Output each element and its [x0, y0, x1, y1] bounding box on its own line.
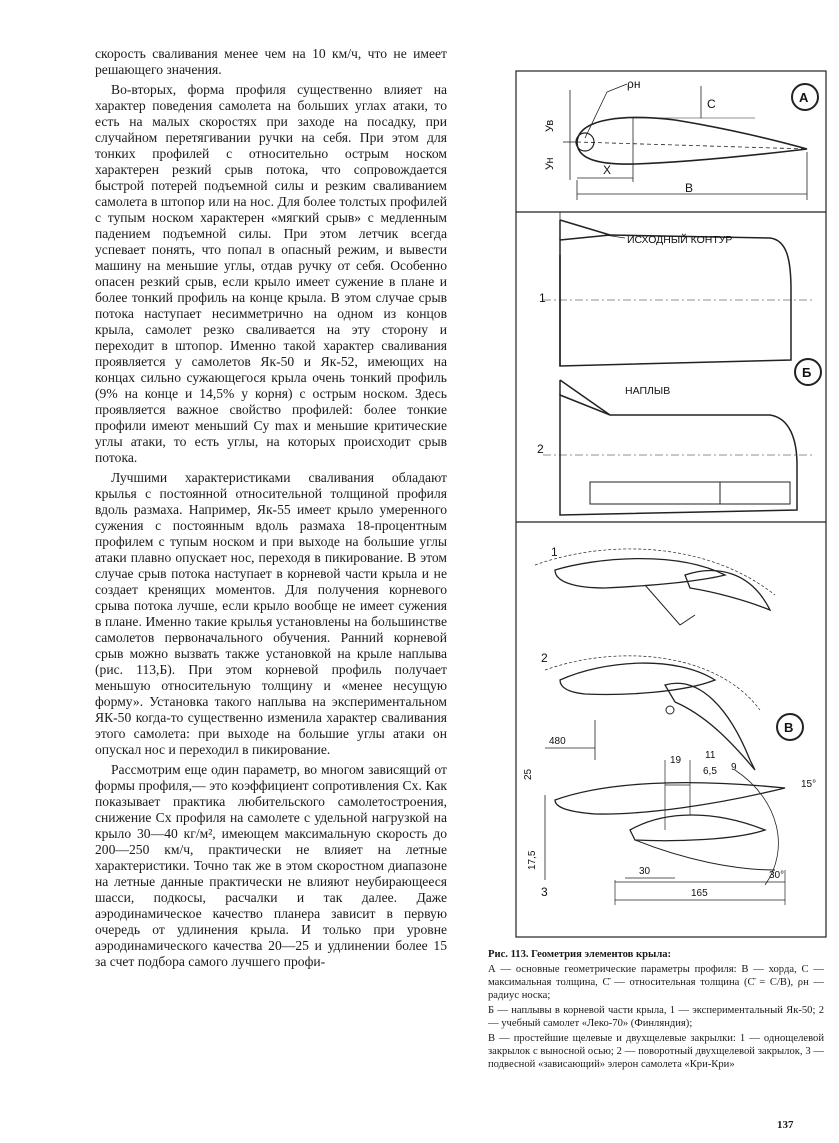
dim-30: 30	[639, 866, 651, 877]
caption-line-v: В — простейшие щелевые и двухщелевые закрылки: 1 — однощелевой закрылок с выносной осью; 2 — поворотный двухщелевой закрылок, 3 — подвесной «зависающий» элерон самолета «Кри-Кри»	[488, 1033, 824, 1070]
aileron-3-number: 3	[541, 885, 548, 899]
wing-2-aileron	[590, 482, 720, 504]
aileron-3-wing-section	[555, 783, 785, 814]
naplyv-label: НАПЛЫВ	[625, 385, 671, 397]
panel-a-label: А	[799, 90, 809, 105]
rho-label: ρн	[627, 77, 641, 91]
yv-label: Ув	[544, 119, 556, 132]
flap-1-flap	[685, 571, 770, 610]
dim-9: 9	[731, 762, 737, 773]
flap-1-wing-section	[555, 559, 725, 588]
caption-title: Рис. 113. Геометрия элементов крыла:	[488, 949, 672, 960]
dim-17-5: 17,5	[527, 850, 538, 870]
c-label: С	[707, 97, 716, 111]
flap-2-number: 2	[541, 651, 548, 665]
dim-11: 11	[705, 750, 716, 761]
original-contour-label: ИСХОДНЫЙ КОНТУР	[627, 234, 733, 246]
dim-19: 19	[670, 755, 682, 766]
page-number: 137	[777, 1119, 794, 1131]
figure-caption	[488, 948, 824, 1073]
airfoil-profile	[577, 118, 807, 165]
b-label: В	[685, 181, 694, 195]
wing-1-outline	[560, 235, 791, 366]
caption-line-b: Б — наплывы в корневой части крыла, 1 — экспериментальный Як-50; 2 — учебный самолет «Леко-70» (Финляндия);	[488, 1005, 824, 1029]
x-label: Х	[603, 163, 612, 177]
flap-1-number: 1	[551, 545, 558, 559]
chord-line	[577, 142, 807, 149]
body-paragraph: Рассмотрим еще один параметр, во многом зависящий от формы профиля,— это коэффициент сопротивления Cx. Как показывает практика любительского самолетостроения, снижение Cx профиля на самолете с удельной нагрузкой на крыло 30—40 кг/м², имеющем максимальную скорость до 200—250 км/ч, практически не влияет на летные характеристики. Точно так же в этом скоростном диапазоне на летные данные практически не влияют неубирающееся шасси, подкосы, расчалки и так далее. Даже аэродинамическое качество планера зависит в первую очередь от удлинения крыла. И только при уровне аэродинамического качества 20—25 и удлинении более 15 за счет подбора самого лучшего профи-	[95, 762, 447, 969]
dim-480: 480	[549, 736, 566, 747]
body-paragraph: Во-вторых, форма профиля существенно влияет на характер поведения самолета на больших углах атаки, то есть на малых скоростях при заходе на посадку, при случайном перетягивании ручки на себя. При этом для тонких профилей с относительно острым носком характерен резкий срыв потока, что сопровождается быстрой потерей подъемной силы и резким сваливанием самолета в штопор или на нос. Для более толстых профилей с тупым носком характерен «мягкий срыв» с медленным падением подъемной силы. При этом летчик всегда успевает понять, что попал в опасный режим, и вывести машину на меньшие углы, отдав ручку от себя. Особенно опасен резкий срыв, если крыло имеет сужение в плане и более тонкий профиль на конце крыла. В этом случае срыв потока наступает несимметрично на одном из концов крыла, самолет резко сваливается на эту сторону и переходит в штопор. Именно такой характер сваливания проявляется у самолетов Як-50 и Як-52, имеющих на концах сильно сужающегося крыла очень тонкий профиль (9% на конце и 14,5% у корня) с острым носком. Здесь проявляется важное свойство профилей: более тонкие профили имеют меньший Cy max и меньшие критические углы атаки, то есть углы, на которых происходит срыв потока.	[95, 82, 447, 465]
figure-113	[515, 70, 827, 938]
yn-label: Ун	[544, 157, 556, 170]
dim-25: 25	[523, 768, 534, 780]
caption-line-a: А — основные геометрические параметры профиля: В — хорда, С — максимальная толщина, С̄ — относительная толщина (С̄ = С/В), ρн — радиус носка;	[488, 964, 824, 1001]
wing-2-flap	[720, 482, 790, 504]
panel-v-label: В	[784, 720, 794, 735]
wing-2-number: 2	[537, 442, 544, 456]
aileron-3-surface	[630, 815, 765, 841]
panel-b-label: Б	[802, 365, 812, 380]
wing-1-number: 1	[539, 291, 546, 305]
dim-6-5: 6,5	[703, 766, 717, 777]
body-paragraph: Лучшими характеристиками сваливания обладают крылья с постоянной относительной толщиной профиля вдоль размаха. Например, Як-55 имеет крыло умеренного сужения с постоянным вдоль размаха 18-процентным профилем с тупым носком и при выходе на большие углы атаки плавно опускает нос, переходя в пикирование. В этом случае срыв потока наступает в корневой части крыла и не создает кренящих моментов. Для получения корневого срыва потока лучше, если крыло вообще не имеет сужения в плане. Именно такие крылья установлены на большинстве самолетов первоначального обучения. Ранний корневой срыв можно вызвать также установкой на крыле наплыва (рис. 113,Б). При этом корневой профиль получает меньшую относительную толщину и «менее несущую форму». Установка такого наплыва на экспериментальном ЯК-50 когда-то существенно изменила характер сваливания этого самолета: при выходе на большие углы атаки он опускал нос и переходил в пикирование.	[95, 470, 447, 757]
angle-30: 30°	[769, 870, 785, 881]
body-text-column	[95, 46, 447, 974]
dim-165: 165	[691, 888, 708, 899]
body-paragraph: скорость сваливания менее чем на 10 км/ч, что не имеет решающего значения.	[95, 46, 447, 77]
flap-2-wing-section	[560, 663, 715, 694]
angle-15: 15°	[801, 779, 817, 790]
